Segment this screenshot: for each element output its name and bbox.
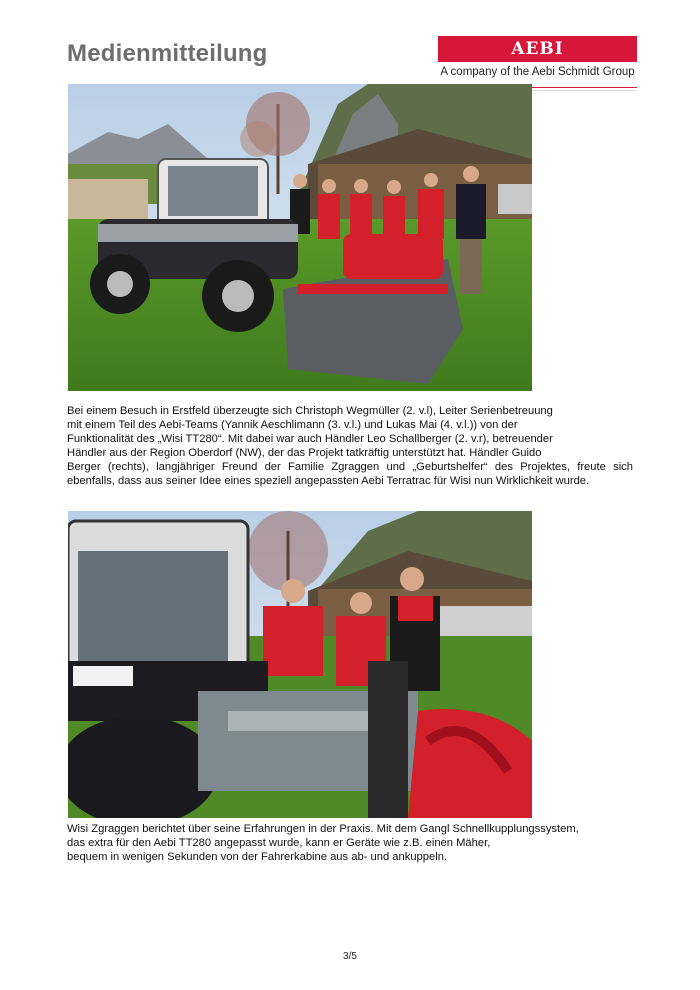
caption-line: ebenfalls, dass aus seiner Idee eines speziell angepassten Aebi Terratrac für Wisi nun Wirklichkeit wurde. xyxy=(67,475,590,487)
caption-photo-1 xyxy=(67,404,633,488)
logo-text: AEBI xyxy=(511,39,564,59)
caption-line: Berger (rechts), langjähriger Freund der Familie Zgraggen und „Geburtshelfer“ des Projektes, freute sich xyxy=(67,461,633,473)
logo-tagline: A company of the Aebi Schmidt Group xyxy=(440,66,635,78)
caption-line: mit einem Teil des Aebi-Teams (Yannik Aeschlimann (3. v.l.) und Lukas Mai (4. v.l.)) von der xyxy=(67,419,518,431)
page-title: Medienmitteilung xyxy=(67,40,268,67)
caption-line: Händler aus der Region Oberdorf (NW), der das Projekt tatkräftig unterstützt hat. Händler Guido xyxy=(67,447,542,459)
photo-tractor-team xyxy=(68,84,532,391)
aebi-logo xyxy=(438,36,637,62)
caption-line: bequem in wenigen Sekunden von der Fahrerkabine aus ab- und ankuppeln. xyxy=(67,851,448,863)
caption-line: Wisi Zgraggen berichtet über seine Erfahrungen in der Praxis. Mit dem Gangl Schnellkupplungssystem, xyxy=(67,823,579,835)
caption-photo-2 xyxy=(67,822,633,864)
caption-line: Funktionalität des „Wisi TT280“. Mit dabei war auch Händler Leo Schallberger (2. v.r), betreuender xyxy=(67,433,553,445)
page-number: 3/5 xyxy=(343,951,357,962)
caption-line: Bei einem Besuch in Erstfeld überzeugte sich Christoph Wegmüller (2. v.l), Leiter Serienbetreuung xyxy=(67,405,553,417)
photo-tractor-closeup xyxy=(68,511,532,818)
caption-line: das extra für den Aebi TT280 angepasst wurde, kann er Geräte wie z.B. einen Mäher, xyxy=(67,837,491,849)
